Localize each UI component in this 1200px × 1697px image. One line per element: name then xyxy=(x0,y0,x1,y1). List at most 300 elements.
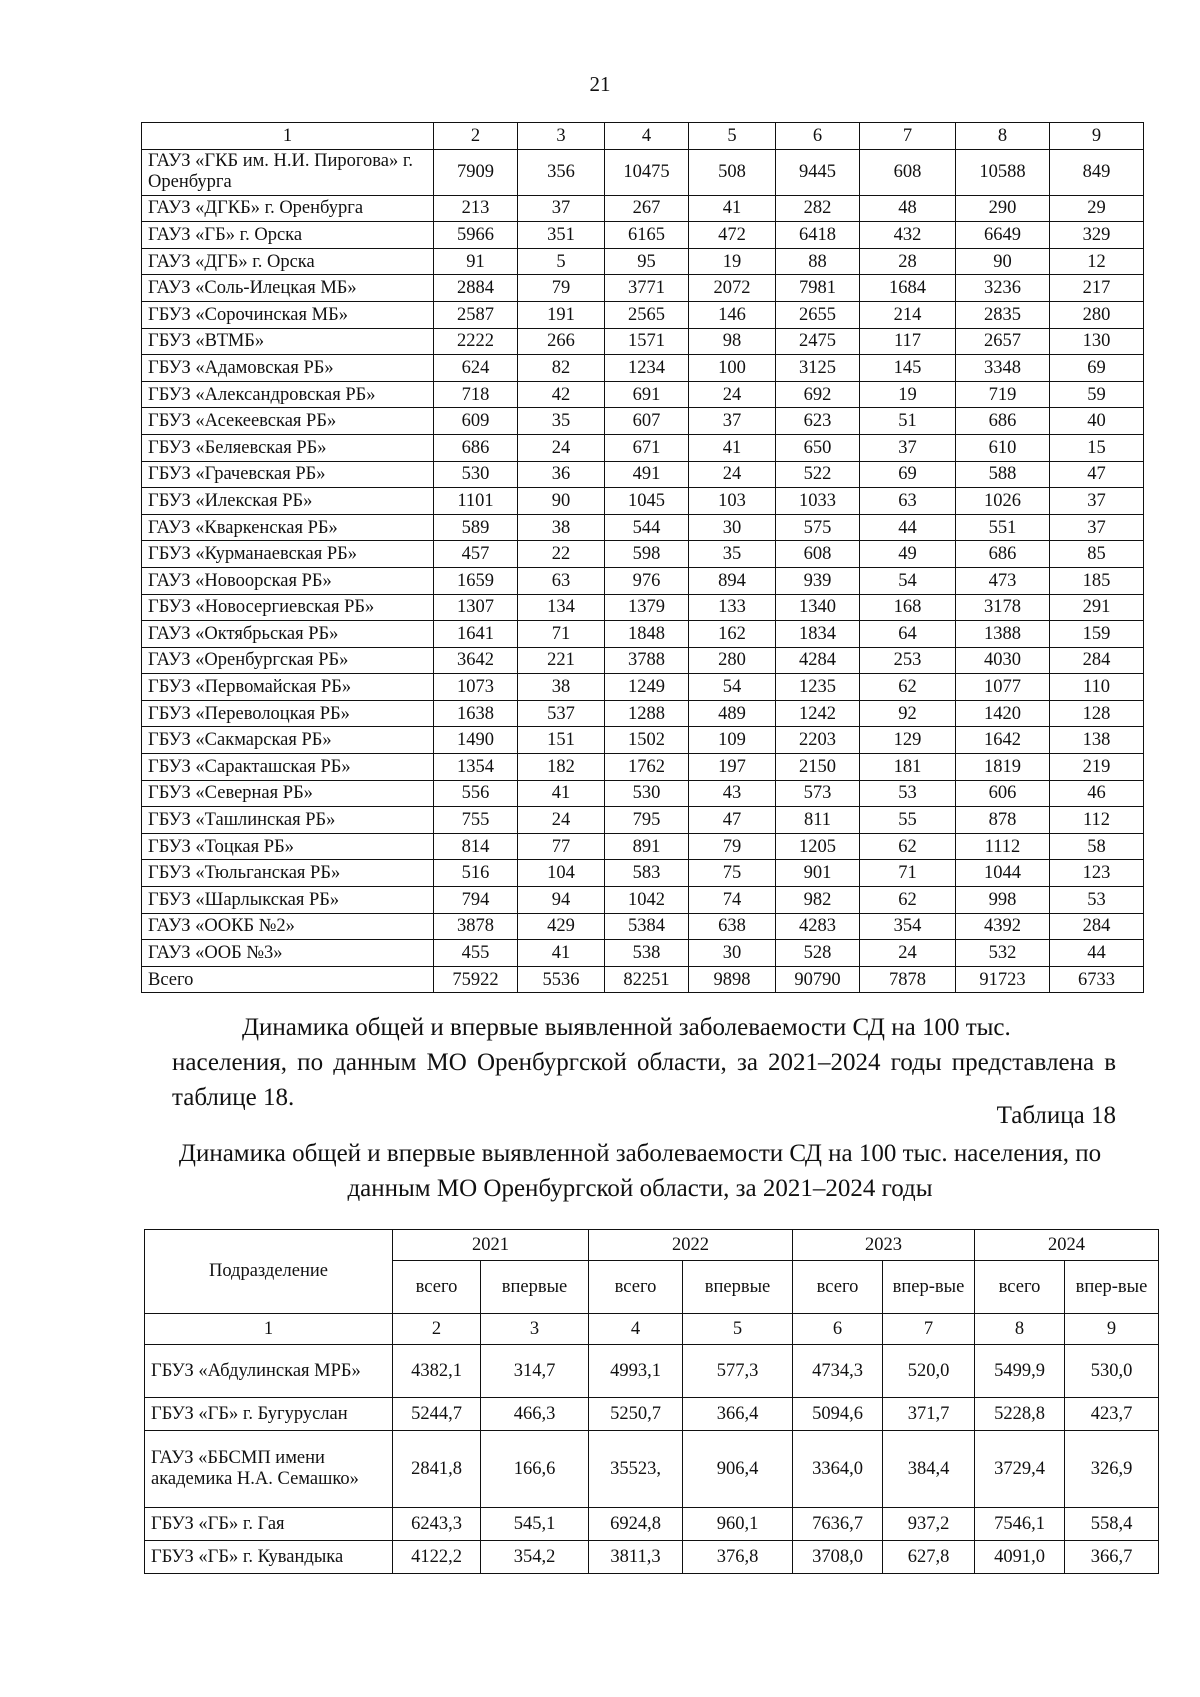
table-cell: 1045 xyxy=(605,488,689,515)
table-cell: 46 xyxy=(1050,780,1144,807)
table-cell: 878 xyxy=(956,807,1050,834)
table-cell: 71 xyxy=(518,621,605,648)
table-cell: 53 xyxy=(1050,887,1144,914)
column-number: 9 xyxy=(1050,123,1144,150)
table-cell: 37 xyxy=(689,408,776,435)
table-cell: 1044 xyxy=(956,860,1050,887)
table-cell: 1848 xyxy=(605,621,689,648)
table-cell: 30 xyxy=(689,514,776,541)
table-cell: 606 xyxy=(956,780,1050,807)
table-row xyxy=(142,887,1144,914)
table-cell: 508 xyxy=(689,149,776,195)
subheader-total: всего xyxy=(393,1261,481,1314)
table-cell: 530,0 xyxy=(1065,1345,1159,1398)
table-cell: 558,4 xyxy=(1065,1508,1159,1541)
morbidity-rate-table xyxy=(144,1229,1159,1574)
table-cell: 2657 xyxy=(956,328,1050,355)
institution-name: ГАУЗ «ДГКБ» г. Оренбурга xyxy=(142,195,434,222)
institution-name: ГБУЗ «ГБ» г. Гая xyxy=(145,1508,393,1541)
table-cell: 181 xyxy=(860,754,956,781)
table-cell: 51 xyxy=(860,408,956,435)
table-row xyxy=(142,222,1144,249)
table-cell: 638 xyxy=(689,913,776,940)
table-cell: 1242 xyxy=(776,700,860,727)
table-cell: 62 xyxy=(860,833,956,860)
table-cell: 94 xyxy=(518,887,605,914)
table-cell: 129 xyxy=(860,727,956,754)
column-number: 6 xyxy=(793,1314,883,1345)
column-number: 2 xyxy=(434,123,518,150)
table-cell: 371,7 xyxy=(883,1398,975,1431)
table-cell: 1659 xyxy=(434,567,518,594)
table-cell: 1388 xyxy=(956,621,1050,648)
institution-name: ГАУЗ «Кваркенская РБ» xyxy=(142,514,434,541)
table-row xyxy=(142,647,1144,674)
table-row xyxy=(145,1398,1159,1431)
institution-name: ГАУЗ «Октябрьская РБ» xyxy=(142,621,434,648)
institution-name: ГАУЗ «ББСМП имени академика Н.А. Семашко» xyxy=(145,1431,393,1508)
table-cell: 960,1 xyxy=(683,1508,793,1541)
table-cell: 47 xyxy=(1050,461,1144,488)
table-cell: 9445 xyxy=(776,149,860,195)
table-cell: 2203 xyxy=(776,727,860,754)
table-cell: 376,8 xyxy=(683,1541,793,1574)
table-cell: 432 xyxy=(860,222,956,249)
table-cell: 130 xyxy=(1050,328,1144,355)
table-cell: 1249 xyxy=(605,674,689,701)
institution-name: ГБУЗ «Александровская РБ» xyxy=(142,381,434,408)
institution-name: ГБУЗ «Грачевская РБ» xyxy=(142,461,434,488)
table-cell: 41 xyxy=(689,195,776,222)
table-row xyxy=(142,434,1144,461)
table-cell: 575 xyxy=(776,514,860,541)
subheader-total: всего xyxy=(589,1261,683,1314)
table-cell: 1819 xyxy=(956,754,1050,781)
table-cell: 3236 xyxy=(956,275,1050,302)
table-cell: 54 xyxy=(860,567,956,594)
table-cell: 82 xyxy=(518,355,605,382)
table-row xyxy=(142,594,1144,621)
column-number: 9 xyxy=(1065,1314,1159,1345)
table-cell: 545,1 xyxy=(481,1508,589,1541)
table-cell: 24 xyxy=(518,807,605,834)
table-cell: 530 xyxy=(434,461,518,488)
table-cell: 719 xyxy=(956,381,1050,408)
table-cell: 63 xyxy=(518,567,605,594)
institution-name: Всего xyxy=(142,966,434,993)
table-cell: 35 xyxy=(689,541,776,568)
column-number: 1 xyxy=(142,123,434,150)
table-row xyxy=(145,1345,1159,1398)
table-cell: 457 xyxy=(434,541,518,568)
table-cell: 3178 xyxy=(956,594,1050,621)
column-number: 8 xyxy=(975,1314,1065,1345)
paragraph-rest: населения, по данным МО Оренбургской области, за 2021–2024 годы представлена в таблице 18. xyxy=(172,1049,1116,1111)
table-cell: 47 xyxy=(689,807,776,834)
table-cell: 5499,9 xyxy=(975,1345,1065,1398)
table-cell: 10588 xyxy=(956,149,1050,195)
table-cell: 54 xyxy=(689,674,776,701)
table-cell: 44 xyxy=(1050,940,1144,967)
institution-name: ГБУЗ «Адамовская РБ» xyxy=(142,355,434,382)
table-cell: 573 xyxy=(776,780,860,807)
table-cell: 290 xyxy=(956,195,1050,222)
table-cell: 69 xyxy=(1050,355,1144,382)
table-cell: 95 xyxy=(605,248,689,275)
institution-name: ГАУЗ «Соль-Илецкая МБ» xyxy=(142,275,434,302)
subheader-first: впервые xyxy=(683,1261,793,1314)
table-cell: 2150 xyxy=(776,754,860,781)
table-cell: 37 xyxy=(1050,488,1144,515)
table-cell: 63 xyxy=(860,488,956,515)
table-cell: 2475 xyxy=(776,328,860,355)
table-cell: 671 xyxy=(605,434,689,461)
table-cell: 528 xyxy=(776,940,860,967)
table-cell: 284 xyxy=(1050,913,1144,940)
year-header: 2024 xyxy=(975,1230,1159,1261)
paragraph-first-line: Динамика общей и впервые выявленной заболеваемости СД на 100 тыс. xyxy=(242,1014,1011,1041)
table-cell: 577,3 xyxy=(683,1345,793,1398)
table-cell: 627,8 xyxy=(883,1541,975,1574)
table-cell: 939 xyxy=(776,567,860,594)
table-cell: 3729,4 xyxy=(975,1431,1065,1508)
table-cell: 1033 xyxy=(776,488,860,515)
table-cell: 267 xyxy=(605,195,689,222)
table-cell: 88 xyxy=(776,248,860,275)
table-cell: 544 xyxy=(605,514,689,541)
table-cell: 5966 xyxy=(434,222,518,249)
table-row xyxy=(142,275,1144,302)
table-cell: 2587 xyxy=(434,301,518,328)
table-cell: 6924,8 xyxy=(589,1508,683,1541)
table-cell: 38 xyxy=(518,514,605,541)
table-cell: 9898 xyxy=(689,966,776,993)
table-cell: 489 xyxy=(689,700,776,727)
table-row xyxy=(142,149,1144,195)
institution-name: ГБУЗ «ВТМБ» xyxy=(142,328,434,355)
table-cell: 29 xyxy=(1050,195,1144,222)
table-cell: 55 xyxy=(860,807,956,834)
table-cell: 98 xyxy=(689,328,776,355)
table-cell: 5244,7 xyxy=(393,1398,481,1431)
table-cell: 522 xyxy=(776,461,860,488)
table-cell: 686 xyxy=(434,434,518,461)
table-row xyxy=(142,328,1144,355)
table-cell: 162 xyxy=(689,621,776,648)
institution-name: ГБУЗ «Сорочинская МБ» xyxy=(142,301,434,328)
table-row xyxy=(142,514,1144,541)
table-row xyxy=(142,408,1144,435)
table-cell: 1490 xyxy=(434,727,518,754)
table-cell: 145 xyxy=(860,355,956,382)
table-cell: 3878 xyxy=(434,913,518,940)
column-number: 7 xyxy=(883,1314,975,1345)
page-number: 21 xyxy=(589,72,611,96)
table-row xyxy=(142,807,1144,834)
table-cell: 62 xyxy=(860,674,956,701)
table-cell: 41 xyxy=(689,434,776,461)
table-cell: 30 xyxy=(689,940,776,967)
institution-name: ГБУЗ «Асекеевская РБ» xyxy=(142,408,434,435)
institution-name: ГБУЗ «Новосергиевская РБ» xyxy=(142,594,434,621)
unit-header: Подразделение xyxy=(145,1230,393,1314)
table-cell: 4030 xyxy=(956,647,1050,674)
table-cell: 151 xyxy=(518,727,605,754)
table-cell: 623 xyxy=(776,408,860,435)
table-cell: 291 xyxy=(1050,594,1144,621)
table-cell: 686 xyxy=(956,541,1050,568)
table-cell: 19 xyxy=(689,248,776,275)
column-number: 4 xyxy=(589,1314,683,1345)
table-cell: 520,0 xyxy=(883,1345,975,1398)
table-cell: 41 xyxy=(518,780,605,807)
table-cell: 849 xyxy=(1050,149,1144,195)
table-cell: 49 xyxy=(860,541,956,568)
column-number: 3 xyxy=(481,1314,589,1345)
table-cell: 982 xyxy=(776,887,860,914)
year-header: 2023 xyxy=(793,1230,975,1261)
table-cell: 1234 xyxy=(605,355,689,382)
table-cell: 221 xyxy=(518,647,605,674)
table-cell: 59 xyxy=(1050,381,1144,408)
table-cell: 610 xyxy=(956,434,1050,461)
column-number: 6 xyxy=(776,123,860,150)
table-cell: 314,7 xyxy=(481,1345,589,1398)
table-cell: 253 xyxy=(860,647,956,674)
institution-name: ГБУЗ «ГБ» г. Кувандыка xyxy=(145,1541,393,1574)
table-cell: 556 xyxy=(434,780,518,807)
table-cell: 36 xyxy=(518,461,605,488)
table-cell: 79 xyxy=(518,275,605,302)
table-cell: 1101 xyxy=(434,488,518,515)
column-number: 8 xyxy=(956,123,1050,150)
table-cell: 1684 xyxy=(860,275,956,302)
year-header: 2021 xyxy=(393,1230,589,1261)
table-cell: 901 xyxy=(776,860,860,887)
table-cell: 608 xyxy=(860,149,956,195)
year-header: 2022 xyxy=(589,1230,793,1261)
table-cell: 62 xyxy=(860,887,956,914)
table-cell: 329 xyxy=(1050,222,1144,249)
table-cell: 589 xyxy=(434,514,518,541)
table-cell: 28 xyxy=(860,248,956,275)
table-cell: 455 xyxy=(434,940,518,967)
table-cell: 91723 xyxy=(956,966,1050,993)
table-cell: 1642 xyxy=(956,727,1050,754)
table-cell: 351 xyxy=(518,222,605,249)
table-row xyxy=(142,940,1144,967)
table-cell: 1354 xyxy=(434,754,518,781)
institution-name: ГАУЗ «Новоорская РБ» xyxy=(142,567,434,594)
table-cell: 423,7 xyxy=(1065,1398,1159,1431)
table-cell: 2222 xyxy=(434,328,518,355)
intro-paragraph xyxy=(172,1010,1116,1115)
table-cell: 4993,1 xyxy=(589,1345,683,1398)
table-row xyxy=(142,488,1144,515)
table-row xyxy=(142,195,1144,222)
table-cell: 3811,3 xyxy=(589,1541,683,1574)
table-cell: 219 xyxy=(1050,754,1144,781)
table-cell: 75 xyxy=(689,860,776,887)
table-cell: 937,2 xyxy=(883,1508,975,1541)
table-cell: 5094,6 xyxy=(793,1398,883,1431)
column-number: 4 xyxy=(605,123,689,150)
table-row xyxy=(142,833,1144,860)
table-title: Динамика общей и впервые выявленной заболеваемости СД на 100 тыс. населения, по данным МО Оренбургской области, за 2021–2024 годы xyxy=(178,1140,1102,1202)
table-cell: 466,3 xyxy=(481,1398,589,1431)
table-cell: 74 xyxy=(689,887,776,914)
table-cell: 37 xyxy=(1050,514,1144,541)
table-cell: 75922 xyxy=(434,966,518,993)
table-cell: 1340 xyxy=(776,594,860,621)
table-cell: 1235 xyxy=(776,674,860,701)
table-cell: 1641 xyxy=(434,621,518,648)
table-cell: 3771 xyxy=(605,275,689,302)
table-cell: 891 xyxy=(605,833,689,860)
table-number: Таблица 18 xyxy=(996,1102,1116,1129)
table-cell: 2835 xyxy=(956,301,1050,328)
table-cell: 532 xyxy=(956,940,1050,967)
table-cell: 5 xyxy=(518,248,605,275)
table-cell: 607 xyxy=(605,408,689,435)
institution-name: ГБУЗ «Сакмарская РБ» xyxy=(142,727,434,754)
table-cell: 7878 xyxy=(860,966,956,993)
table-cell: 4392 xyxy=(956,913,1050,940)
table-cell: 69 xyxy=(860,461,956,488)
table-cell: 10475 xyxy=(605,149,689,195)
table-cell: 266 xyxy=(518,328,605,355)
table-cell: 6649 xyxy=(956,222,1050,249)
table-cell: 1042 xyxy=(605,887,689,914)
table-cell: 38 xyxy=(518,674,605,701)
column-number: 2 xyxy=(393,1314,481,1345)
table-cell: 43 xyxy=(689,780,776,807)
table-row xyxy=(142,913,1144,940)
table-cell: 217 xyxy=(1050,275,1144,302)
table-cell: 37 xyxy=(518,195,605,222)
table-cell: 35523, xyxy=(589,1431,683,1508)
table-row xyxy=(142,621,1144,648)
table-cell: 429 xyxy=(518,913,605,940)
table-cell: 1112 xyxy=(956,833,1050,860)
table-cell: 2565 xyxy=(605,301,689,328)
institution-name: ГБУЗ «Первомайская РБ» xyxy=(142,674,434,701)
table-cell: 166,6 xyxy=(481,1431,589,1508)
table-cell: 4284 xyxy=(776,647,860,674)
table-cell: 282 xyxy=(776,195,860,222)
table-cell: 1379 xyxy=(605,594,689,621)
table-cell: 280 xyxy=(1050,301,1144,328)
table-cell: 473 xyxy=(956,567,1050,594)
table-cell: 92 xyxy=(860,700,956,727)
table-cell: 44 xyxy=(860,514,956,541)
table-cell: 85 xyxy=(1050,541,1144,568)
table-cell: 90 xyxy=(956,248,1050,275)
column-number-row xyxy=(142,123,1144,150)
table-cell: 123 xyxy=(1050,860,1144,887)
table-cell: 4283 xyxy=(776,913,860,940)
institution-name: ГАУЗ «ДГБ» г. Орска xyxy=(142,248,434,275)
table-cell: 168 xyxy=(860,594,956,621)
table-cell: 5250,7 xyxy=(589,1398,683,1431)
subheader-first: впер-вые xyxy=(883,1261,975,1314)
table-cell: 7909 xyxy=(434,149,518,195)
table-cell: 24 xyxy=(689,461,776,488)
morbidity-counts-table xyxy=(141,122,1144,993)
table-row xyxy=(145,1541,1159,1574)
table-cell: 82251 xyxy=(605,966,689,993)
table-cell: 6733 xyxy=(1050,966,1144,993)
table-cell: 3364,0 xyxy=(793,1431,883,1508)
table-cell: 90 xyxy=(518,488,605,515)
table-cell: 7981 xyxy=(776,275,860,302)
subheader-total: всего xyxy=(975,1261,1065,1314)
institution-name: ГБУЗ «Илекская РБ» xyxy=(142,488,434,515)
table-row xyxy=(142,248,1144,275)
table-cell: 551 xyxy=(956,514,1050,541)
table-row xyxy=(142,966,1144,993)
table-cell: 191 xyxy=(518,301,605,328)
table-cell: 134 xyxy=(518,594,605,621)
table-cell: 110 xyxy=(1050,674,1144,701)
table-cell: 691 xyxy=(605,381,689,408)
table-cell: 472 xyxy=(689,222,776,249)
table-cell: 1073 xyxy=(434,674,518,701)
table-cell: 1288 xyxy=(605,700,689,727)
table-cell: 22 xyxy=(518,541,605,568)
table-cell: 48 xyxy=(860,195,956,222)
institution-name: ГБУЗ «Тюльганская РБ» xyxy=(142,860,434,887)
table-cell: 583 xyxy=(605,860,689,887)
table-cell: 77 xyxy=(518,833,605,860)
table-cell: 37 xyxy=(860,434,956,461)
table-cell: 24 xyxy=(860,940,956,967)
table-cell: 894 xyxy=(689,567,776,594)
table-cell: 366,4 xyxy=(683,1398,793,1431)
table-cell: 104 xyxy=(518,860,605,887)
table-cell: 2841,8 xyxy=(393,1431,481,1508)
table-cell: 35 xyxy=(518,408,605,435)
table-cell: 906,4 xyxy=(683,1431,793,1508)
table-cell: 1502 xyxy=(605,727,689,754)
institution-name: ГБУЗ «Тоцкая РБ» xyxy=(142,833,434,860)
table-cell: 90790 xyxy=(776,966,860,993)
table-cell: 5228,8 xyxy=(975,1398,1065,1431)
table-cell: 197 xyxy=(689,754,776,781)
table-cell: 42 xyxy=(518,381,605,408)
table-cell: 2655 xyxy=(776,301,860,328)
table-cell: 5536 xyxy=(518,966,605,993)
table-cell: 4122,2 xyxy=(393,1541,481,1574)
table-row xyxy=(145,1431,1159,1508)
table-cell: 41 xyxy=(518,940,605,967)
table-cell: 3708,0 xyxy=(793,1541,883,1574)
table-cell: 624 xyxy=(434,355,518,382)
table-cell: 998 xyxy=(956,887,1050,914)
table-cell: 159 xyxy=(1050,621,1144,648)
table-cell: 138 xyxy=(1050,727,1144,754)
table-cell: 24 xyxy=(689,381,776,408)
table-cell: 538 xyxy=(605,940,689,967)
table-cell: 366,7 xyxy=(1065,1541,1159,1574)
table-cell: 103 xyxy=(689,488,776,515)
table-cell: 182 xyxy=(518,754,605,781)
table-cell: 112 xyxy=(1050,807,1144,834)
institution-name: ГБУЗ «Шарлыкская РБ» xyxy=(142,887,434,914)
column-number: 5 xyxy=(683,1314,793,1345)
institution-name: ГБУЗ «Переволоцкая РБ» xyxy=(142,700,434,727)
institution-name: ГАУЗ «ГБ» г. Орска xyxy=(142,222,434,249)
